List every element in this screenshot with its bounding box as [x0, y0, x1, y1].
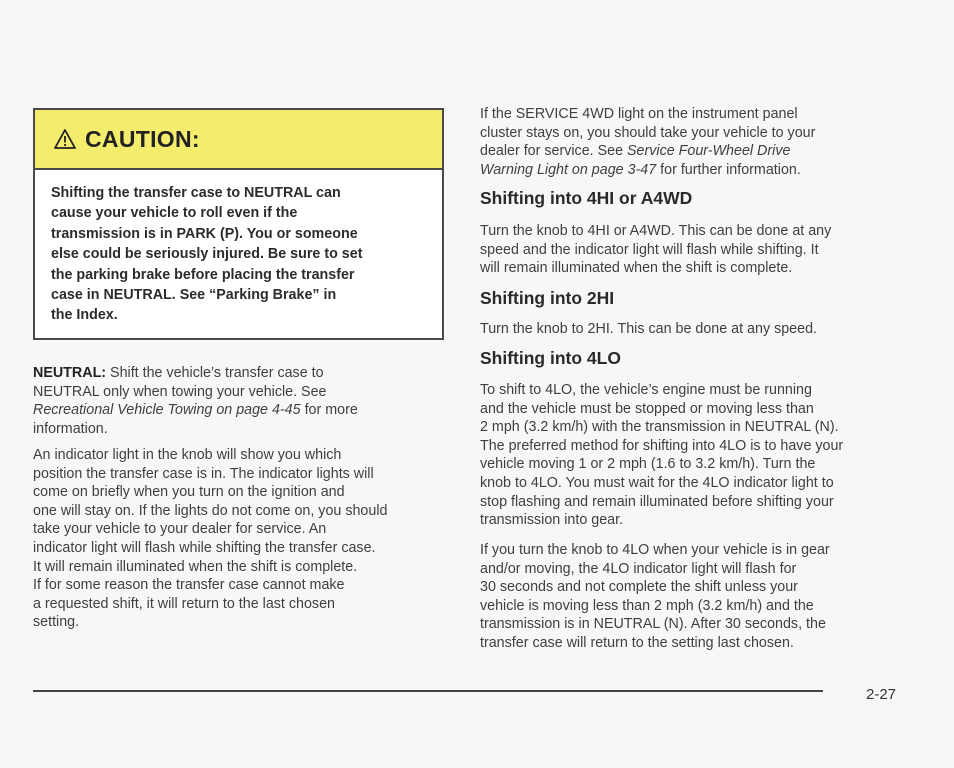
caution-line: transmission is in PARK (P). You or someone	[51, 225, 358, 242]
indicator-line: take your vehicle to your dealer for service. An	[33, 521, 327, 538]
line-4lo: To shift to 4LO, the vehicle’s engine must be running	[480, 382, 812, 398]
line-4lo-2: 30 seconds and not complete the shift unless your	[480, 579, 798, 596]
line-4hi: Turn the knob to 4HI or A4WD. This can be done at any	[480, 223, 832, 239]
indicator-line: If for some reason the transfer case cannot make	[33, 577, 345, 594]
line-4lo: The preferred method for shifting into 4LO is to have your	[480, 437, 844, 454]
indicator-line: a requested shift, it will return to the last chosen	[33, 595, 335, 612]
service-line: dealer for service. See	[480, 143, 628, 160]
line-4lo: knob to 4LO. You must wait for the 4LO indicator light to	[480, 474, 834, 491]
service-reference-link: Service Four-Wheel Drive	[627, 143, 791, 160]
line-4lo-2: transmission is in NEUTRAL (N). After 30 seconds, the	[480, 616, 826, 633]
paragraph-4lo-2	[480, 541, 830, 653]
heading-4lo: Shifting into 4LO	[480, 348, 621, 368]
service-line: cluster stays on, you should take your vehicle to your	[480, 124, 816, 141]
caution-title: CAUTION:	[85, 125, 200, 152]
caution-line: case in NEUTRAL. See “Parking Brake” in	[51, 287, 337, 304]
heading-2hi: Shifting into 2HI	[480, 288, 615, 308]
indicator-line: position the transfer case is in. The indicator lights will	[33, 465, 374, 482]
warning-triangle-icon	[53, 128, 77, 150]
indicator-line: come on briefly when you turn on the ignition and	[33, 484, 345, 501]
line-4lo-2: transfer case will return to the setting last chosen.	[480, 634, 794, 651]
line-4lo-2: and/or moving, the 4LO indicator light will flash for	[480, 560, 797, 577]
page-number: 2-27	[866, 686, 897, 703]
caution-line: the parking brake before placing the transfer	[51, 266, 355, 283]
line-2hi: Turn the knob to 2HI. This can be done at any speed.	[480, 321, 817, 337]
paragraph-4hi	[480, 222, 831, 278]
indicator-line: setting.	[33, 614, 80, 631]
indicator-line: An indicator light in the knob will show you which	[33, 447, 342, 463]
towing-reference-link: Recreational Vehicle Towing on page 4-45	[33, 402, 301, 419]
line-4lo: vehicle moving 1 or 2 mph (1.6 to 3.2 km/h). Turn the	[480, 456, 816, 473]
neutral-line: information.	[33, 420, 108, 437]
indicator-line: one will stay on. If the lights do not come on, you should	[33, 502, 388, 519]
line-4lo-2: If you turn the knob to 4LO when your vehicle is in gear	[480, 542, 830, 558]
line-4hi: will remain illuminated when the shift is complete.	[480, 260, 793, 277]
service-paragraph	[480, 105, 815, 179]
paragraph-2hi	[480, 320, 817, 339]
line-4lo: transmission into gear.	[480, 512, 624, 529]
caution-box	[33, 108, 444, 340]
indicator-paragraph	[33, 446, 387, 632]
line-4hi: speed and the indicator light will flash while shifting. It	[480, 241, 819, 258]
line-4lo: and the vehicle must be stopped or moving less than	[480, 400, 814, 417]
indicator-line: indicator light will flash while shifting the transfer case.	[33, 539, 376, 556]
neutral-line: for more	[300, 402, 358, 419]
neutral-paragraph	[33, 364, 358, 438]
caution-line: cause your vehicle to roll even if the	[51, 205, 298, 222]
service-reference-link: Warning Light on page 3-47	[480, 161, 657, 178]
footer-rule	[33, 690, 823, 692]
neutral-line: NEUTRAL only when towing your vehicle. See	[33, 383, 327, 400]
line-4lo-2: vehicle is moving less than 2 mph (3.2 km/h) and the	[480, 597, 814, 614]
caution-header	[35, 110, 442, 170]
line-4lo: stop flashing and remain illuminated before shifting your	[480, 493, 834, 510]
caution-line: Shifting the transfer case to NEUTRAL can	[51, 185, 341, 201]
neutral-lead: NEUTRAL:	[33, 365, 107, 381]
neutral-line: Shift the vehicle’s transfer case to	[106, 365, 324, 381]
caution-line: else could be seriously injured. Be sure to set	[51, 246, 363, 263]
caution-text	[35, 170, 442, 326]
caution-line: the Index.	[51, 307, 118, 324]
service-line: If the SERVICE 4WD light on the instrument panel	[480, 106, 798, 122]
heading-4hi: Shifting into 4HI or A4WD	[480, 188, 693, 208]
line-4lo: 2 mph (3.2 km/h) with the transmission in NEUTRAL (N).	[480, 419, 839, 436]
service-line: for further information.	[656, 161, 801, 178]
indicator-line: It will remain illuminated when the shift is complete.	[33, 558, 358, 575]
paragraph-4lo	[480, 381, 843, 530]
